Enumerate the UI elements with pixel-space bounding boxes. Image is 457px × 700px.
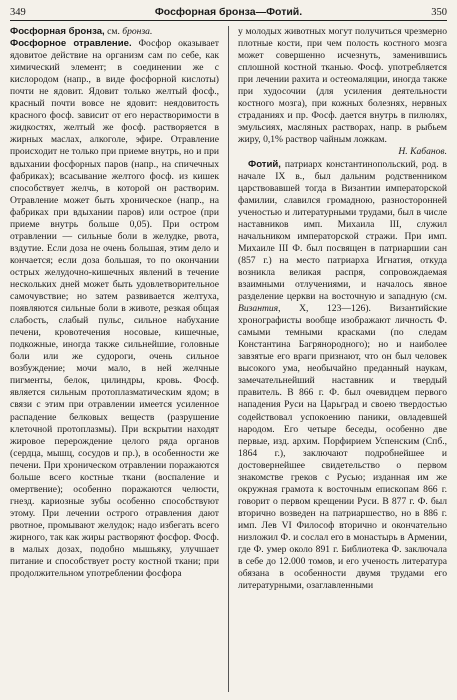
author-signature: Н. Кабанов. [398, 146, 447, 158]
page-number-left: 349 [10, 6, 26, 18]
header-rule [10, 20, 447, 21]
entry-continuation: у молодых животных могут получиться чрезмерно плотные кости, при чем полость костного мозга может совершенно исчезнуть, заменившись сплошной костной тканью. Фосф. употребляется при лечении рахита и остеомаляции, иногда также при худосочии (для усиления деятельности костного мозга), при кожных болезнях, нервных страданиях и пр. Фосф. дается внутрь в пилюлях, эмульсиях, масляных растворах, напр. в рыбьем жиру, 0,1% раствор чайным ложкам. [238, 26, 447, 146]
cross-reference: бронза. [122, 26, 153, 37]
entry-headword: Фосфорная бронза, [10, 26, 105, 37]
entry-headword: Фотий, [248, 158, 281, 170]
entry-headword: Фосфорное отравление. [10, 38, 132, 50]
entry-body-continued: , X, 123—126). Византийские хронографисты вообще изображают личность Ф. самыми темными красками (по следам Константина Багрянородного); но и наиболее завзятые его враги признают, что он был человек высокого ума, необычайно преданный наукам, замечательнейший наставник и твердый правитель. В 866 г. Ф. был очевидцем первого нападения Руси на Царьград и своею твердостью содействовал успокоению паники, овладевшей народом. Его четыре беседы, особенно две первые, изд. архим. Порфирием Успенским (Спб., 1864 г.), заключают подробнейшее и достовернейшее свидетельство о первом знакомстве греков с Русью; изданная им же окружная грамота к восточным епископам 866 г. говорит о первом крещении Руси. В 877 г. Ф. был вторично возведен на патриаршество, но в 886 г. имп. Лев VI Философ вторично и окончательно низложил Ф. и сослал его в монастырь в Армении, где Ф. умер около 891 г. Библиотека Ф. заключала в себе до 12.000 томов, и его ученость литература обязана в особенности двумя трудами его литературными, озаглавленными [238, 303, 447, 592]
right-column [238, 26, 447, 694]
cross-reference: Византия [238, 303, 279, 315]
entry-body: Фосфор оказывает ядовитое действие на организм сам по себе, как химический элемент; в соединении же с кислородом (напр., в виде фосфорной кислоты) почти не ядовит. Ядовит только желтый фосф., красный почти вовсе не ядовит: неядовитость красного фосф. зависит от его нерастворимости в жидкостях, желтый же фосф. растворяется в жирных маслах, алкоголе, эфире. Отравление происходит не только при приеме внутрь, но и при вдыхании фосфорных паров (напр., на спичечных фабриках); всасывание желтого фосф. из кишек способствует желчь, в которой он растворим. Отравление может быть хроническое (напр., на фабриках при вдыхании паров) или острое (при приеме внутрь больше 0,05). При остром отравлении — сильные боли в желудке, рвота, вздутие. Если доза не очень большая, этим дело и кончается; если доза большая, то по окончании острых желудочно-кишечных явлений в течение нескольких дней может быть удовлетворительное самочувствие; но затем развивается желтуха, появляются сильные боли в животе, резкая общая слабость, слабый пульс, сильное набухание печени, кровотечения носовые, кишечные, подкожные, иногда также сильнейшие, головные боли или же судороги, очень сильное возбуждение; мочи мало, в ней желчные пигменты, белок, цилиндры, кровь. Фосф. является сильным протоплазматическим ядом; в связи с этим при отравлении имеется усиленное распадение белковых веществ (разрушение клеточной протоплазмы). При вскрытии находят жировое перерождение целого ряда органов (сердца, мышц, сосудов и пр.), в особенности же печени. При хроническом отравлении поражаются больше всего костные ткани (воспаление и омертвение); особенно поражаются челюсти, гнезд. кариозные зубы особенно способствуют этому. При лечении острого отравления дают рвотное, промывают желудок; надо избегать всего жирного, так как жиры растворяют фосфор. Фосф. в малых дозах, подобно мышьяку, улучшает питание и способствует росту костной ткани; при продолжительном употреблении фосфора [10, 38, 219, 580]
page-number-right: 350 [431, 6, 447, 18]
entry-fotiy [238, 159, 447, 593]
running-header [10, 4, 447, 20]
column-divider [228, 26, 229, 692]
entry-body: патриарх константинопольский, род. в начале IX в., был дальним родственником царствовавшей тогда в Византии императорской фамилии, славился громадною, разносторонней ученостью и литературными трудами, был в числе наставников имп. Михаила III, служил начальником императорской стражи. При имп. Михаиле III Ф. был посвящен в патриаршии сан (857 г.) на место патриарха Игнатия, откуда возникла великая распря, сопровождаемая взаимными отлучениями, и началось явное разделение церкви на восточную и западную (см. [238, 158, 447, 303]
entry-fosfornoe-otravlenie [10, 38, 219, 580]
entry-fosfornaya-bronza [10, 26, 219, 38]
running-title: Фосфорная бронза—Фотий. [154, 6, 303, 18]
entry-text: см. [104, 26, 123, 37]
left-column [10, 26, 219, 694]
